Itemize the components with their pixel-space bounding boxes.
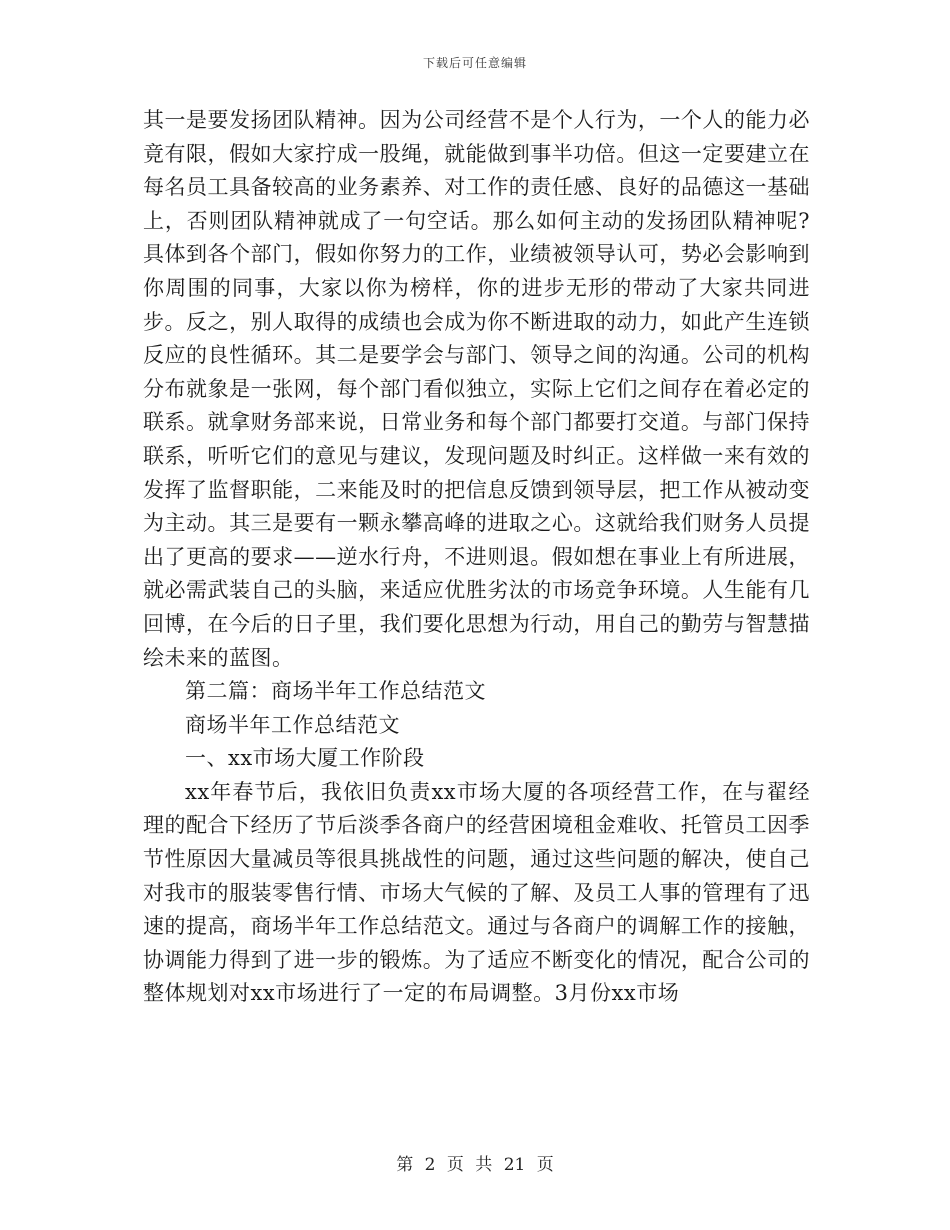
sub-title: 商场半年工作总结范文: [185, 712, 400, 737]
chapter-title: 第二篇：商场半年工作总结范文: [185, 679, 486, 704]
paragraph: 其一是要发扬团队精神。因为公司经营不是个人行为，一个人的能力必竟有限，假如大家拧成一股绳，就能做到事半功倍。但这一定要建立在每名员工具备较高的业务素养、对工作的责任感、良好的品德这一基础上，否则团队精神就成了一句空话。那么如何主动的发扬团队精神呢?具体到各个部门，假如你努力的工作，业绩被领导认可，势必会影响到你周围的同事，大家以你为榜样，你的进步无形的带动了大家共同进步。反之，别人取得的成绩也会成为你不断进取的动力，如此产生连锁反应的良性循环。其二是要学会与部门、领导之间的沟通。公司的机构分布就象是一张网，每个部门看似独立，实际上它们之间存在着必定的联系。就拿财务部来说，日常业务和每个部门都要打交道。与部门保持联系，听听它们的意见与建议，发现问题及时纠正。这样做一来有效的发挥了监督职能，二来能及时的把信息反馈到领导层，把工作从被动变为主动。其三是要有一颗永攀高峰的进取之心。这就给我们财务人员提出了更高的要求——逆水行舟，不进则退。假如想在事业上有所进展，就必需武装自己的头脑，来适应优胜劣汰的市场竞争环境。人生能有几回博，在今后的日子里，我们要化思想为行动，用自己的勤劳与智慧描绘未来的蓝图。: [143, 108, 810, 670]
paragraph: xx年春节后，我依旧负责xx市场大厦的各项经营工作，在与翟经理的配合下经历了节后淡季各商户的经营困境租金难收、托管员工因季节性原因大量减员等很具挑战性的问题，通过这些问题的解决，使自己对我市的服装零售行情、市场大气候的了解、及员工人事的管理有了迅速的提高，商场半年工作总结范文。通过与各商户的调解工作的接触，协调能力得到了进一步的锻炼。为了适应不断变化的情况，配合公司的整体规划对xx市场进行了一定的布局调整。3月份xx市场: [143, 779, 810, 1006]
header-note: 下载后可任意编辑: [422, 56, 527, 70]
document-body: [143, 104, 810, 1011]
section-heading: 一、xx市场大厦工作阶段: [185, 746, 425, 771]
page-footer: 第 2 页 共 21 页: [396, 1155, 554, 1175]
